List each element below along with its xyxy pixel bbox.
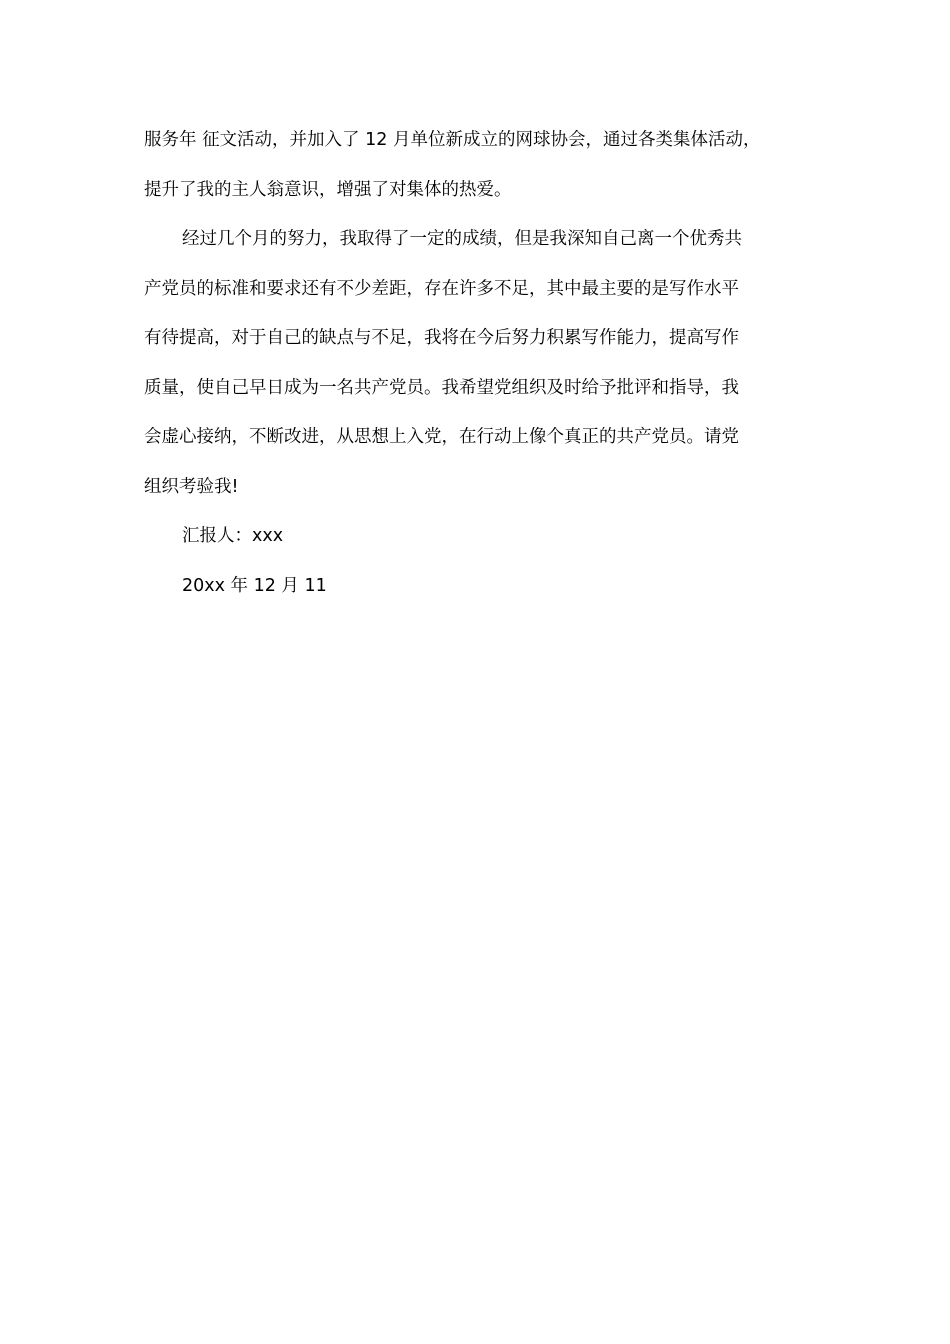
document-body <box>144 116 806 611</box>
text-line: 服务年 征文活动，并加入了 12 月单位新成立的网球协会，通过各类集体活动， <box>144 130 761 150</box>
text-line: 经过几个月的努力，我取得了一定的成绩，但是我深知自己离一个优秀共 <box>182 229 742 249</box>
text-line: 组织考验我! <box>144 476 239 497</box>
paragraph-self-assessment <box>144 215 806 512</box>
text-line: 产党员的标准和要求还有不少差距，存在许多不足，其中最主要的是写作水平 <box>144 278 739 299</box>
text-line: 有待提高，对于自己的缺点与不足，我将在今后努力积累写作能力，提高写作 <box>144 328 739 348</box>
signature-block <box>144 512 806 611</box>
text-line: 提升了我的主人翁意识，增强了对集体的热爱。 <box>144 179 512 200</box>
text-line: 质量，使自己早日成为一名共产党员。我希望党组织及时给予批评和指导，我 <box>144 377 739 398</box>
paragraph-activities <box>144 116 806 215</box>
text-line: 会虚心接纳，不断改进，从思想上入党，在行动上像个真正的共产党员。请党 <box>144 427 739 447</box>
reporter-name: 汇报人：xxx <box>182 526 284 546</box>
report-date: 20xx 年 12 月 11 <box>182 575 327 596</box>
